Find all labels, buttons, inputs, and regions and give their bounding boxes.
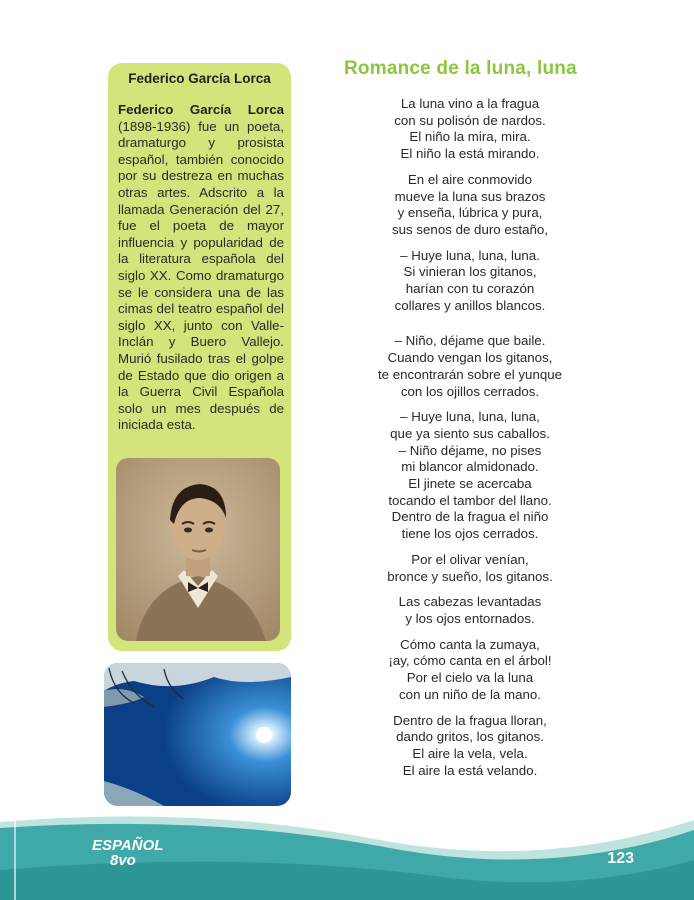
poem-line: Por el cielo va la luna [406,670,534,686]
poem-line: tocando el tambor del llano. [388,492,552,508]
poem-line: collares y anillos blancos. [394,297,546,313]
poem-line: sus senos de duro estaño, [392,221,548,237]
poem-line: Dentro de la fragua el niño [391,509,549,525]
poem-line: En el aire conmovido [407,171,533,187]
poem-line: con su polisón de nardos. [394,112,546,128]
biography-title: Federico García Lorca [128,71,271,86]
poem-line: – Huye luna, luna, luna, [400,409,540,425]
biography-name: Federico García Lorca [118,102,284,117]
poem-body [365,96,575,788]
poem-stanza [365,637,575,704]
poem-line: Si vinieran los gitanos, [403,264,537,280]
poem-line: harían con tu corazón [405,281,535,297]
poem-stanza [365,594,575,627]
grade-label: 8vo [110,852,136,869]
poem-line: con un niño de la mano. [399,686,541,702]
poem-line: mueve la luna sus brazos [394,188,546,204]
poem-line: y los ojos entornados. [405,610,535,626]
poem-stanza [365,172,575,239]
poem-line: – Niño, déjame que baile. [394,333,546,349]
poem-line: que ya siento sus caballos. [390,425,550,441]
poem-line: te encontrarán sobre el yunque [377,366,563,382]
subject-label: ESPAÑOL [92,837,164,854]
poem-line: El niño la mira, mira. [409,129,531,145]
poem-stanza [365,333,575,400]
biography-body: (1898-1936) fue un poeta, dramaturgo y prosista español, también conocido por su destreza en muchas otras artes. Adscrito a la llamada Generación del 27, fue el poeta de mayor influencia y popularidad de la literatura española del siglo XX. Como dramaturgo se le considera una de las cimas del teatro español del siglo XX, junto con Valle-Inclán y Buero Vallejo. Murió fusilado tras el golpe de Estado que dio origen a la Guerra Civil Española solo un mes después de iniciada esta. [118,118,284,433]
poem-line: mi blancor almidonado. [401,459,539,475]
lorca-portrait-photo [116,458,280,641]
poem-line: y enseña, lúbrica y pura, [397,205,543,221]
poem-line: Dentro de la fragua lloran, [393,712,547,728]
poem-title: Romance de la luna, luna [344,58,577,79]
poem-line: Cuando vengan los gitanos, [387,350,553,366]
poem-line: dando gritos, los gitanos. [396,729,544,745]
poem-stanza [365,552,575,585]
poem-stanza [365,248,575,315]
poem-line: La luna vino a la fragua [400,96,540,111]
footer-brand [92,838,172,868]
poem-line: Las cabezas levantadas [398,594,542,610]
poem-stanza [365,409,575,543]
poem-line: – Huye luna, luna, luna. [400,247,540,263]
poem-stanza [365,96,575,163]
poem-stanza [365,713,575,780]
moon-water-photo [104,663,291,806]
poem-line: El jinete se acercaba [408,476,532,492]
poem-line: Cómo canta la zumaya, [400,636,540,652]
poem-line: ¡ay, cómo canta en el árbol! [388,653,552,669]
poem-line: El aire la vela, vela. [412,745,528,761]
poem-line: bronce y sueño, los gitanos. [387,568,553,584]
poem-line: Por el olivar venían, [411,551,529,567]
biography-text [118,102,284,434]
poem-line: El niño la está mirando. [400,146,540,162]
poem-line: El aire la está velando. [402,762,538,778]
poem-line: con los ojillos cerrados. [400,383,540,399]
poem-line: – Niño déjame, no pises [398,442,542,458]
page-number: 123 [607,850,634,867]
poem-line: tiene los ojos cerrados. [401,526,539,542]
